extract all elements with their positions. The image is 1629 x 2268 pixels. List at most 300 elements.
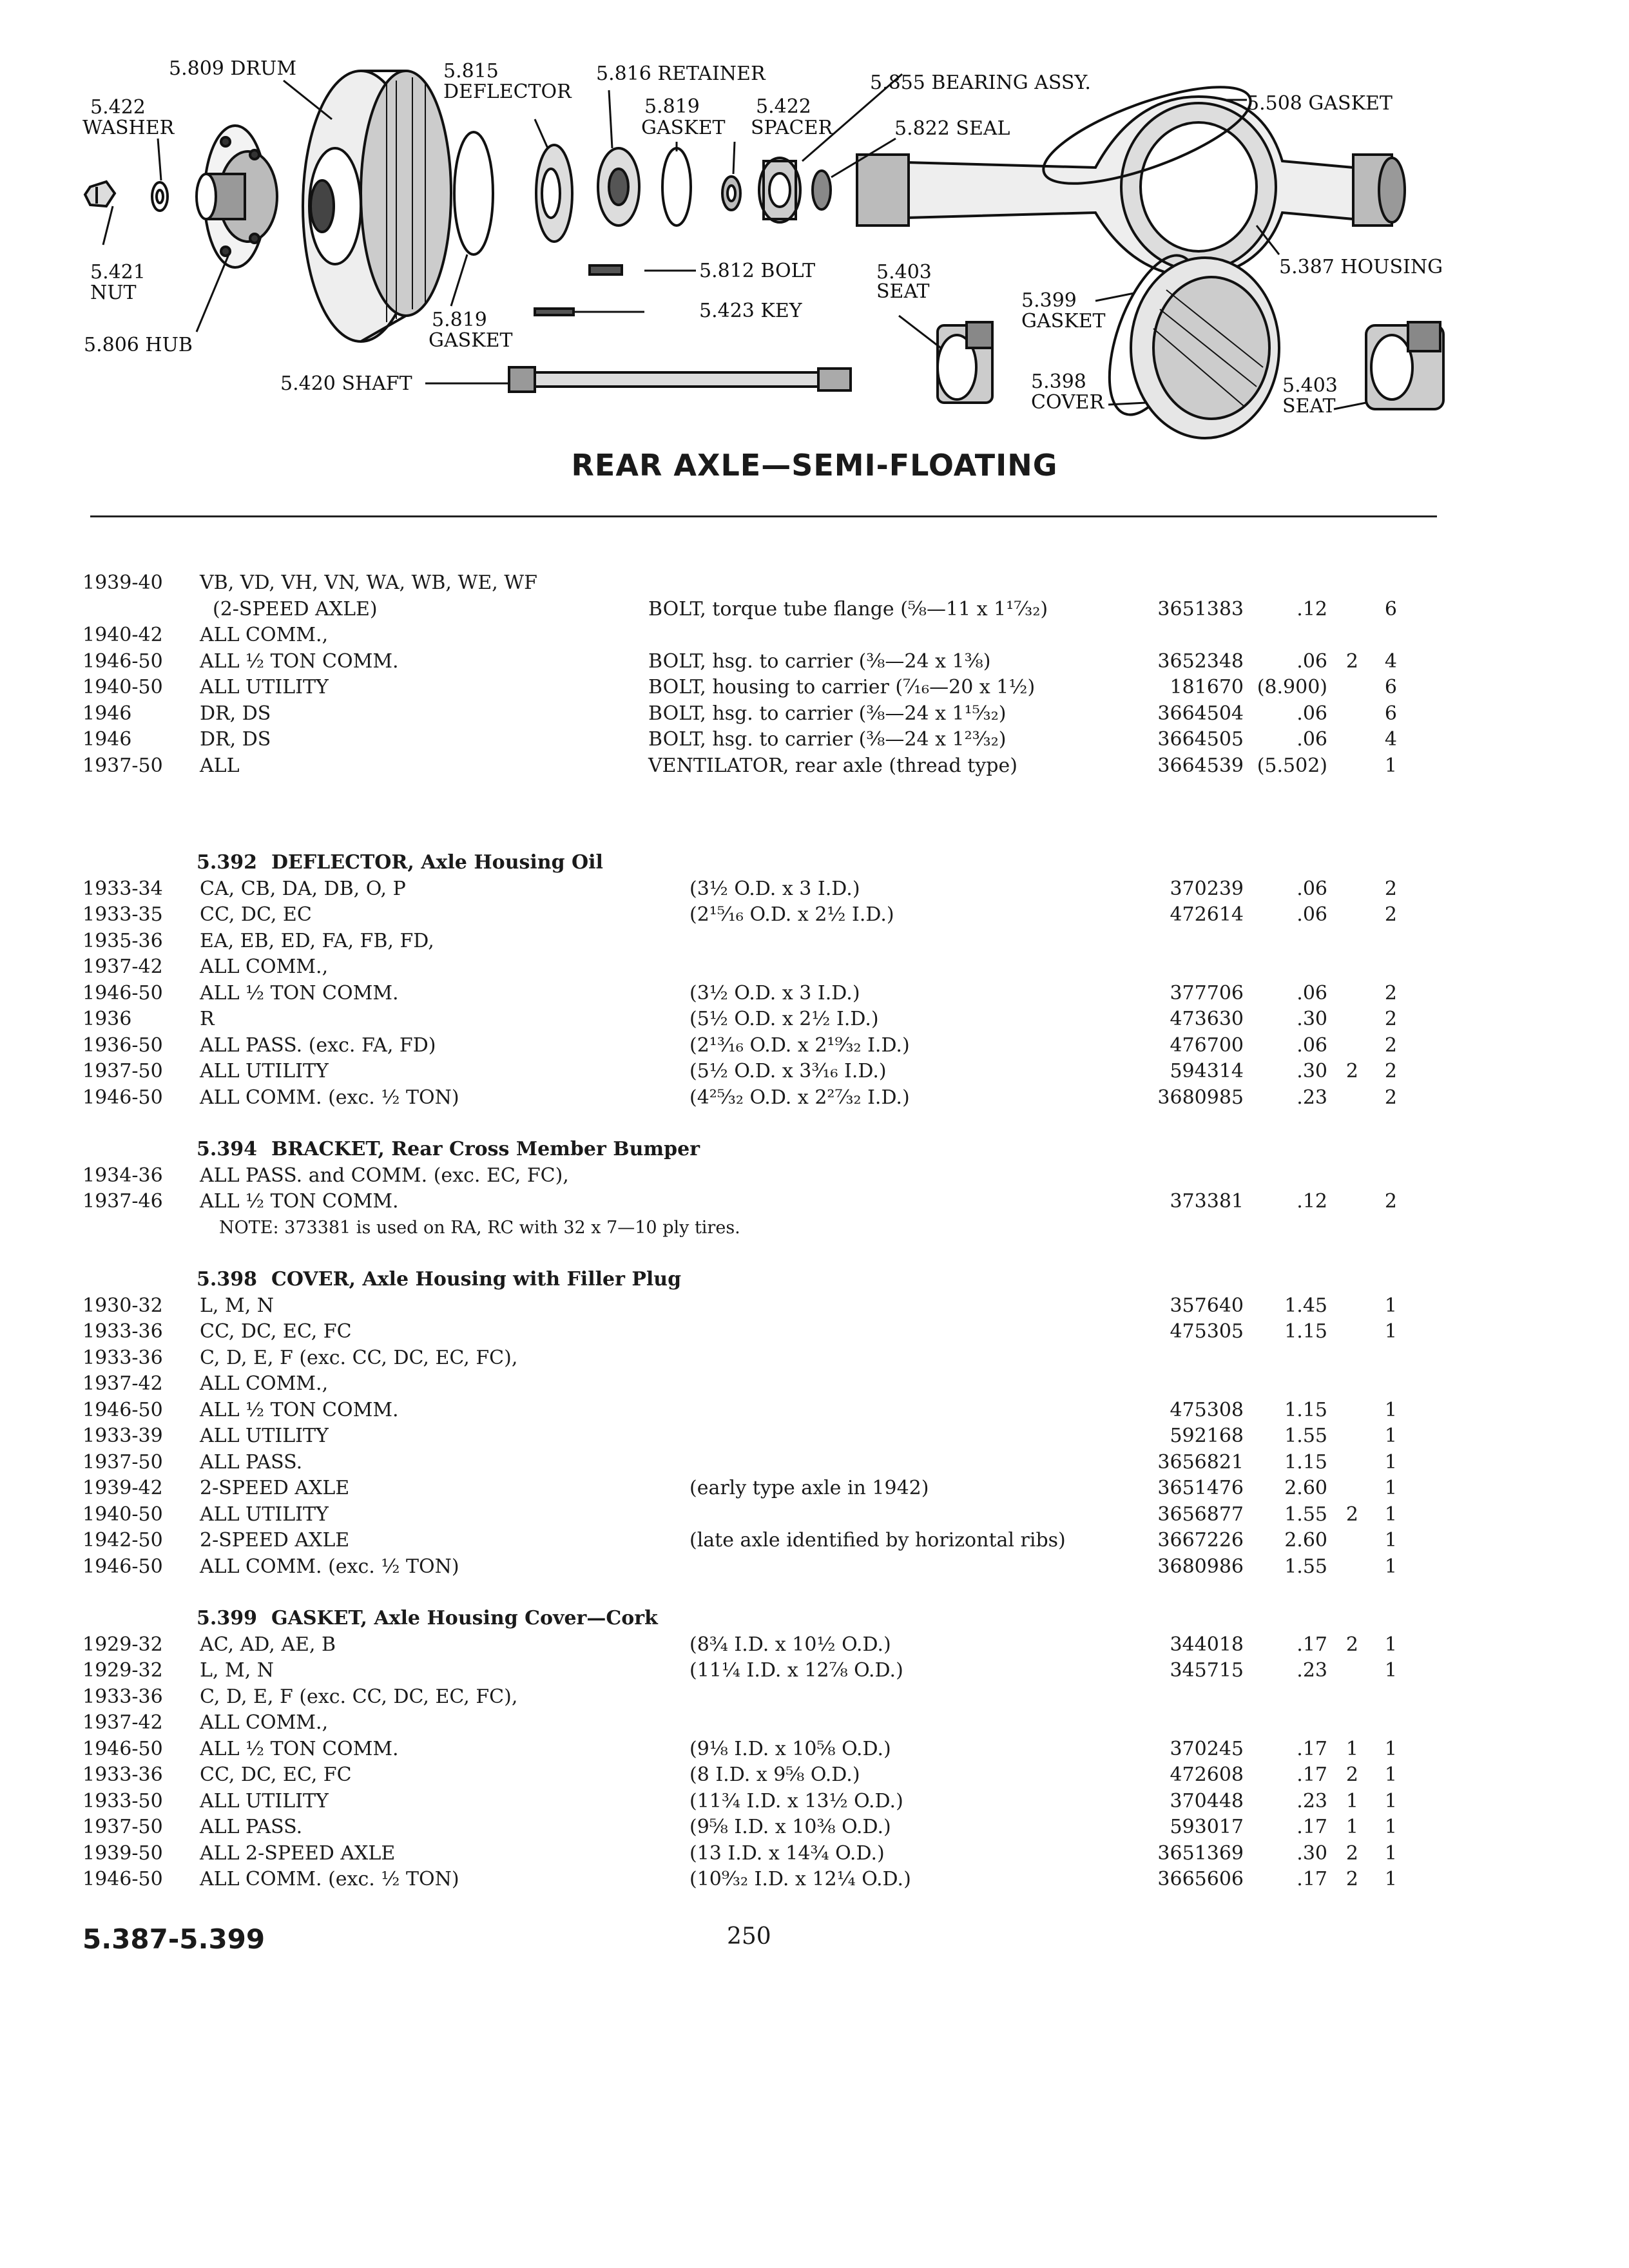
exploded-axle-diagram: [0, 0, 1629, 451]
part-description: BOLT, hsg. to carrier (⅜—24 x 1⅜): [648, 649, 991, 673]
list-price: .06: [1296, 877, 1327, 900]
list-price: 1.55: [1284, 1425, 1327, 1447]
list-price: (5.502): [1257, 754, 1327, 777]
part-description: (13 I.D. x 14¾ O.D.): [689, 1841, 885, 1865]
year-range: 1946-50: [82, 981, 163, 1004]
pack-qty-b: 1: [1384, 1450, 1397, 1474]
pack-qty-b: 4: [1384, 728, 1397, 751]
part-description: (3½ O.D. x 3 I.D.): [689, 877, 860, 900]
year-range: 1946-50: [82, 1555, 163, 1578]
year-range: 1940-50: [82, 676, 163, 698]
part-number: 370448: [1170, 1789, 1244, 1812]
list-price: 1.15: [1284, 1398, 1327, 1421]
label-spacer-num: 5.422: [756, 95, 811, 118]
part-number: 592168: [1170, 1425, 1244, 1447]
year-range: 1933-50: [82, 1789, 163, 1812]
table-row: [0, 1841, 1629, 1867]
part-number: 3656877: [1157, 1503, 1244, 1526]
footer-range: 5.387-5.399: [82, 1923, 265, 1955]
part-description: (9⅝ I.D. x 10⅜ O.D.): [689, 1816, 891, 1838]
year-range: 1937-50: [82, 754, 163, 777]
model-list: R: [200, 1008, 215, 1030]
pack-qty-a: 2: [1345, 1633, 1358, 1656]
label-shaft: 5.420 SHAFT: [280, 372, 412, 395]
list-price: .30: [1296, 1841, 1327, 1865]
list-price: .17: [1296, 1868, 1327, 1890]
year-range: 1946-50: [82, 1086, 163, 1109]
part-description: (5½ O.D. x 2½ I.D.): [689, 1008, 879, 1030]
label-nut-num: 5.421: [90, 261, 146, 284]
year-range: 1933-35: [82, 903, 163, 926]
title-rule: [90, 515, 1437, 517]
model-list: (2-SPEED AXLE): [213, 597, 378, 620]
list-price: .23: [1296, 1659, 1327, 1682]
model-list: ALL COMM. (exc. ½ TON): [200, 1086, 459, 1109]
page-title: REAR AXLE—SEMI-FLOATING: [571, 448, 1058, 483]
list-price: 1.45: [1284, 1294, 1327, 1317]
part-number: 3652348: [1157, 649, 1244, 673]
part-number: 475308: [1170, 1398, 1244, 1421]
key-part: [535, 309, 574, 315]
list-price: 2.60: [1284, 1477, 1327, 1499]
model-list: L, M, N: [200, 1659, 275, 1682]
section-title: GASKET, Axle Housing Cover—Cork: [271, 1607, 658, 1629]
pack-qty-b: 1: [1384, 1737, 1397, 1760]
year-range: 1940-42: [82, 624, 163, 646]
part-number: 472614: [1170, 903, 1244, 926]
pack-qty-b: 1: [1384, 1529, 1397, 1552]
model-list: ALL UTILITY: [200, 1503, 329, 1526]
model-list: L, M, N: [200, 1294, 275, 1317]
table-row: [0, 1736, 1629, 1762]
part-description: BOLT, housing to carrier (⁷⁄₁₆—20 x 1½): [648, 676, 1036, 698]
model-list: ALL COMM.,: [200, 624, 329, 646]
part-number: 3664539: [1157, 754, 1244, 777]
section-heading: [197, 1137, 700, 1162]
spacer-part: [722, 177, 740, 210]
pack-qty-b: 2: [1384, 1033, 1397, 1057]
label-seat-b-num: 5.403: [1282, 374, 1338, 397]
part-description: (9⅛ I.D. x 10⅝ O.D.): [689, 1737, 891, 1760]
model-list: ALL ½ TON COMM.: [200, 981, 399, 1004]
year-range: 1939-40: [82, 572, 163, 594]
table-row: [0, 928, 1629, 954]
part-number: 370245: [1170, 1737, 1244, 1760]
table-row: [0, 954, 1629, 980]
table-row: [0, 1345, 1629, 1371]
pack-qty-b: 1: [1384, 1555, 1397, 1578]
label-gasket-819-bottom-num: 5.819: [432, 309, 487, 331]
part-number: 3680985: [1157, 1086, 1244, 1109]
section-number: 5.394: [197, 1138, 257, 1160]
section-number: 5.398: [197, 1268, 257, 1291]
pack-qty-b: 4: [1384, 649, 1397, 673]
pack-qty-a: 2: [1345, 1841, 1358, 1865]
year-range: 1946-50: [82, 649, 163, 673]
model-list: ALL 2-SPEED AXLE: [200, 1841, 396, 1865]
pack-qty-b: 2: [1384, 877, 1397, 900]
model-list: ALL UTILITY: [200, 1425, 329, 1447]
pack-qty-b: 6: [1384, 676, 1397, 698]
part-number: 3651383: [1157, 597, 1244, 620]
part-number: 472608: [1170, 1763, 1244, 1786]
list-price: 1.55: [1284, 1555, 1327, 1578]
year-range: 1937-50: [82, 1060, 163, 1082]
model-list: ALL COMM. (exc. ½ TON): [200, 1555, 459, 1578]
part-number: 370239: [1170, 877, 1244, 900]
section-number: 5.392: [197, 851, 257, 874]
cover-part: [1131, 258, 1279, 438]
model-list: ALL COMM.,: [200, 1711, 329, 1734]
list-price: .30: [1296, 1008, 1327, 1030]
list-price: .12: [1296, 1190, 1327, 1213]
part-number: 373381: [1170, 1190, 1244, 1213]
label-nut: NUT: [90, 282, 137, 304]
model-list: ALL UTILITY: [200, 1789, 329, 1812]
label-housing: 5.387 HOUSING: [1279, 256, 1443, 278]
part-description: (3½ O.D. x 3 I.D.): [689, 981, 860, 1004]
table-row: [0, 1789, 1629, 1814]
part-description: (2¹³⁄₁₆ O.D. x 2¹⁹⁄₃₂ I.D.): [689, 1033, 910, 1057]
pack-qty-b: 1: [1384, 1816, 1397, 1838]
pack-qty-b: 1: [1384, 1633, 1397, 1656]
table-row: [0, 1632, 1629, 1658]
year-range: 1937-42: [82, 1372, 163, 1395]
deflector-part: [536, 145, 572, 242]
list-price: .12: [1296, 597, 1327, 620]
table-row: [0, 1423, 1629, 1449]
pack-qty-b: 6: [1384, 702, 1397, 725]
label-gasket-399-num: 5.399: [1021, 289, 1077, 312]
list-price: .17: [1296, 1763, 1327, 1786]
page-number: 250: [727, 1923, 771, 1950]
table-row: [0, 1398, 1629, 1423]
model-list: ALL UTILITY: [200, 1060, 329, 1082]
model-list: ALL PASS.: [200, 1816, 303, 1838]
year-range: 1936-50: [82, 1033, 163, 1057]
label-deflector: DEFLECTOR: [443, 81, 572, 103]
drum-part: [303, 71, 451, 341]
pack-qty-b: 2: [1384, 903, 1397, 926]
list-price: 1.55: [1284, 1503, 1327, 1526]
part-description: (5½ O.D. x 3³⁄₁₆ I.D.): [689, 1060, 887, 1082]
model-list: ALL PASS. and COMM. (exc. EC, FC),: [200, 1164, 569, 1187]
model-list: ALL UTILITY: [200, 676, 329, 698]
model-list: ALL ½ TON COMM.: [200, 1737, 399, 1760]
year-range: 1933-34: [82, 877, 163, 900]
table-row: [0, 902, 1629, 928]
gasket-819-lower-part: [454, 132, 493, 255]
label-key: 5.423 KEY: [699, 300, 802, 322]
year-range: 1929-32: [82, 1659, 163, 1682]
table-row: [0, 701, 1629, 727]
year-range: 1937-46: [82, 1190, 163, 1213]
model-list: ALL COMM.,: [200, 1372, 329, 1395]
model-list: VB, VD, VH, VN, WA, WB, WE, WF: [200, 572, 537, 594]
part-number: 3680986: [1157, 1555, 1244, 1578]
model-list: CC, DC, EC: [200, 903, 312, 926]
part-number: 475305: [1170, 1320, 1244, 1343]
model-list: EA, EB, ED, FA, FB, FD,: [200, 929, 434, 952]
table-row: [0, 1762, 1629, 1788]
model-list: ALL PASS. (exc. FA, FD): [200, 1033, 436, 1057]
bearing-part: [759, 158, 800, 222]
list-price: (8.900): [1257, 676, 1327, 698]
list-price: 2.60: [1284, 1529, 1327, 1552]
year-range: 1946: [82, 728, 132, 751]
part-description: BOLT, hsg. to carrier (⅜—24 x 1¹⁵⁄₃₂): [648, 702, 1007, 725]
table-row: [0, 1189, 1629, 1215]
table-row: [0, 1059, 1629, 1084]
pack-qty-a: 2: [1345, 1060, 1358, 1082]
table-row: [0, 1684, 1629, 1710]
table-row: [0, 1554, 1629, 1580]
model-list: CA, CB, DA, DB, O, P: [200, 877, 406, 900]
table-row: [0, 1502, 1629, 1528]
pack-qty-a: 1: [1345, 1789, 1358, 1812]
part-description: BOLT, torque tube flange (⅝—11 x 1¹⁷⁄₃₂): [648, 597, 1048, 620]
year-range: 1937-42: [82, 1711, 163, 1734]
pack-qty-a: 2: [1345, 1763, 1358, 1786]
part-number: 181670: [1170, 676, 1244, 698]
part-number: 3667226: [1157, 1529, 1244, 1552]
label-spacer: SPACER: [751, 117, 833, 139]
part-description: (8 I.D. x 9⅝ O.D.): [689, 1763, 860, 1786]
part-description: (8¾ I.D. x 10½ O.D.): [689, 1633, 891, 1656]
label-gasket-508: 5.508 GASKET: [1247, 92, 1393, 115]
year-range: 1935-36: [82, 929, 163, 952]
pack-qty-b: 1: [1384, 1841, 1397, 1865]
list-price: .06: [1296, 981, 1327, 1004]
pack-qty-b: 1: [1384, 1398, 1397, 1421]
label-bearing: 5.855 BEARING ASSY.: [870, 72, 1091, 94]
part-number: 344018: [1170, 1633, 1244, 1656]
hub-part: [197, 126, 277, 267]
section-number: 5.399: [197, 1607, 257, 1629]
model-list: ALL ½ TON COMM.: [200, 1190, 399, 1213]
pack-qty-b: 1: [1384, 1868, 1397, 1890]
year-range: 1946-50: [82, 1737, 163, 1760]
pack-qty-b: 1: [1384, 754, 1397, 777]
pack-qty-b: 1: [1384, 1503, 1397, 1526]
label-gasket-819-bottom: GASKET: [429, 329, 513, 352]
year-range: 1933-36: [82, 1685, 163, 1708]
part-description: (10⁹⁄₃₂ I.D. x 12¼ O.D.): [689, 1868, 911, 1890]
part-number: 3664504: [1157, 702, 1244, 725]
pack-qty-b: 2: [1384, 1060, 1397, 1082]
pack-qty-b: 1: [1384, 1294, 1397, 1317]
part-number: 357640: [1170, 1294, 1244, 1317]
table-row: [0, 1710, 1629, 1736]
gasket-819-upper-part: [662, 148, 691, 226]
seat-a-part: [938, 322, 992, 403]
part-description: BOLT, hsg. to carrier (⅜—24 x 1²³⁄₃₂): [648, 728, 1007, 751]
year-range: 1937-50: [82, 1450, 163, 1474]
pack-qty-b: 2: [1384, 981, 1397, 1004]
table-row: [0, 1085, 1629, 1111]
model-list: ALL: [200, 754, 240, 777]
label-gasket-399: GASKET: [1021, 310, 1106, 332]
label-bolt-812: 5.812 BOLT: [699, 260, 816, 282]
pack-qty-b: 2: [1384, 1190, 1397, 1213]
part-description: VENTILATOR, rear axle (thread type): [648, 754, 1017, 777]
pack-qty-b: 2: [1384, 1086, 1397, 1109]
label-seat-a: SEAT: [876, 280, 930, 303]
year-range: 1934-36: [82, 1164, 163, 1187]
list-price: 1.15: [1284, 1320, 1327, 1343]
year-range: 1946-50: [82, 1398, 163, 1421]
label-cover-num: 5.398: [1031, 370, 1086, 393]
label-washer: WASHER: [82, 117, 175, 139]
year-range: 1933-39: [82, 1425, 163, 1447]
year-range: 1933-36: [82, 1320, 163, 1343]
model-list: ALL ½ TON COMM.: [200, 649, 399, 673]
section-title: COVER, Axle Housing with Filler Plug: [271, 1268, 682, 1291]
table-row: [0, 1319, 1629, 1345]
part-number: 3656821: [1157, 1450, 1244, 1474]
year-range: 1937-42: [82, 956, 163, 978]
table-row: [0, 981, 1629, 1006]
list-price: .30: [1296, 1060, 1327, 1082]
label-deflector-num: 5.815: [443, 60, 499, 82]
model-list: C, D, E, F (exc. CC, DC, EC, FC),: [200, 1346, 518, 1369]
list-price: .17: [1296, 1737, 1327, 1760]
table-row: [0, 1450, 1629, 1475]
label-gasket-819-top-num: 5.819: [644, 95, 700, 118]
part-number: 3664505: [1157, 728, 1244, 751]
part-description: (early type axle in 1942): [689, 1477, 929, 1499]
table-row: [0, 1163, 1629, 1189]
pack-qty-b: 2: [1384, 1008, 1397, 1030]
table-row: [0, 1867, 1629, 1892]
list-price: .17: [1296, 1633, 1327, 1656]
year-range: 1939-42: [82, 1477, 163, 1499]
year-range: 1933-36: [82, 1763, 163, 1786]
list-price: .06: [1296, 702, 1327, 725]
pack-qty-a: 2: [1345, 1503, 1358, 1526]
pack-qty-a: 1: [1345, 1737, 1358, 1760]
pack-qty-b: 1: [1384, 1425, 1397, 1447]
model-list: DR, DS: [200, 702, 271, 725]
part-description: (2¹⁵⁄₁₆ O.D. x 2½ I.D.): [689, 903, 894, 926]
model-list: 2-SPEED AXLE: [200, 1529, 350, 1552]
year-range: 1942-50: [82, 1529, 163, 1552]
table-row: [0, 1475, 1629, 1501]
part-number: 594314: [1170, 1060, 1244, 1082]
table-row: [0, 1371, 1629, 1397]
table-row: [0, 876, 1629, 902]
model-list: AC, AD, AE, B: [200, 1633, 336, 1656]
table-row: [0, 675, 1629, 700]
part-number: 3665606: [1157, 1868, 1244, 1890]
pack-qty-a: 2: [1345, 1868, 1358, 1890]
label-seal: 5.822 SEAL: [894, 117, 1010, 140]
list-price: .06: [1296, 903, 1327, 926]
year-range: 1937-50: [82, 1816, 163, 1838]
section-note: NOTE: 373381 is used on RA, RC with 32 x 7—10 ply tires.: [219, 1217, 740, 1238]
model-list: CC, DC, EC, FC: [200, 1320, 352, 1343]
pack-qty-a: 2: [1345, 649, 1358, 673]
label-gasket-819-top: GASKET: [641, 117, 726, 139]
year-range: 1930-32: [82, 1294, 163, 1317]
part-number: 345715: [1170, 1659, 1244, 1682]
label-cover: COVER: [1031, 391, 1104, 414]
year-range: 1940-50: [82, 1503, 163, 1526]
year-range: 1946: [82, 702, 132, 725]
model-list: ALL ½ TON COMM.: [200, 1398, 399, 1421]
washer-part: [152, 182, 168, 211]
model-list: CC, DC, EC, FC: [200, 1763, 352, 1786]
pack-qty-b: 1: [1384, 1320, 1397, 1343]
year-range: 1946-50: [82, 1868, 163, 1890]
pack-qty-a: 1: [1345, 1816, 1358, 1838]
model-list: ALL COMM.,: [200, 956, 329, 978]
section-title: BRACKET, Rear Cross Member Bumper: [271, 1138, 700, 1160]
label-seat-b: SEAT: [1282, 395, 1336, 418]
table-row: [0, 1033, 1629, 1059]
part-number: 377706: [1170, 981, 1244, 1004]
label-hub: 5.806 HUB: [84, 334, 193, 356]
table-row: [0, 1814, 1629, 1840]
section-heading: [197, 1606, 658, 1631]
pack-qty-b: 1: [1384, 1659, 1397, 1682]
list-price: .06: [1296, 728, 1327, 751]
pack-qty-b: 1: [1384, 1763, 1397, 1786]
list-price: .06: [1296, 1033, 1327, 1057]
seal-part: [813, 171, 831, 209]
label-washer-num: 5.422: [90, 96, 146, 119]
table-row: [0, 1528, 1629, 1553]
part-description: (4²⁵⁄₃₂ O.D. x 2²⁷⁄₃₂ I.D.): [689, 1086, 910, 1109]
label-seat-a-num: 5.403: [876, 261, 932, 284]
part-number: 3651476: [1157, 1477, 1244, 1499]
model-list: DR, DS: [200, 728, 271, 751]
retainer-part: [598, 148, 639, 226]
year-range: 1929-32: [82, 1633, 163, 1656]
pack-qty-b: 1: [1384, 1789, 1397, 1812]
year-range: 1936: [82, 1008, 132, 1030]
bolt-812-part: [590, 265, 622, 274]
year-range: 1933-36: [82, 1346, 163, 1369]
section-heading: [197, 850, 603, 876]
list-price: .17: [1296, 1816, 1327, 1838]
nut-part: [85, 182, 115, 206]
part-number: 476700: [1170, 1033, 1244, 1057]
label-retainer: 5.816 RETAINER: [596, 62, 766, 85]
model-list: 2-SPEED AXLE: [200, 1477, 350, 1499]
list-price: .06: [1296, 649, 1327, 673]
pack-qty-b: 1: [1384, 1477, 1397, 1499]
part-number: 593017: [1170, 1816, 1244, 1838]
section-heading: [197, 1267, 681, 1293]
label-drum: 5.809 DRUM: [169, 57, 297, 80]
part-number: 473630: [1170, 1008, 1244, 1030]
table-row: [0, 1658, 1629, 1684]
table-row: [0, 1006, 1629, 1032]
model-list: C, D, E, F (exc. CC, DC, EC, FC),: [200, 1685, 518, 1708]
axle-shaft-part: [509, 367, 851, 392]
part-description: (11¾ I.D. x 13½ O.D.): [689, 1789, 903, 1812]
list-price: 1.15: [1284, 1450, 1327, 1474]
model-list: ALL PASS.: [200, 1450, 303, 1474]
table-row: [0, 649, 1629, 675]
table-row: [0, 1293, 1629, 1319]
section-title: DEFLECTOR, Axle Housing Oil: [271, 851, 603, 874]
model-list: ALL COMM. (exc. ½ TON): [200, 1868, 459, 1890]
part-description: (late axle identified by horizontal ribs): [689, 1529, 1066, 1552]
seat-b-part: [1366, 322, 1443, 409]
table-row: [0, 570, 1629, 596]
